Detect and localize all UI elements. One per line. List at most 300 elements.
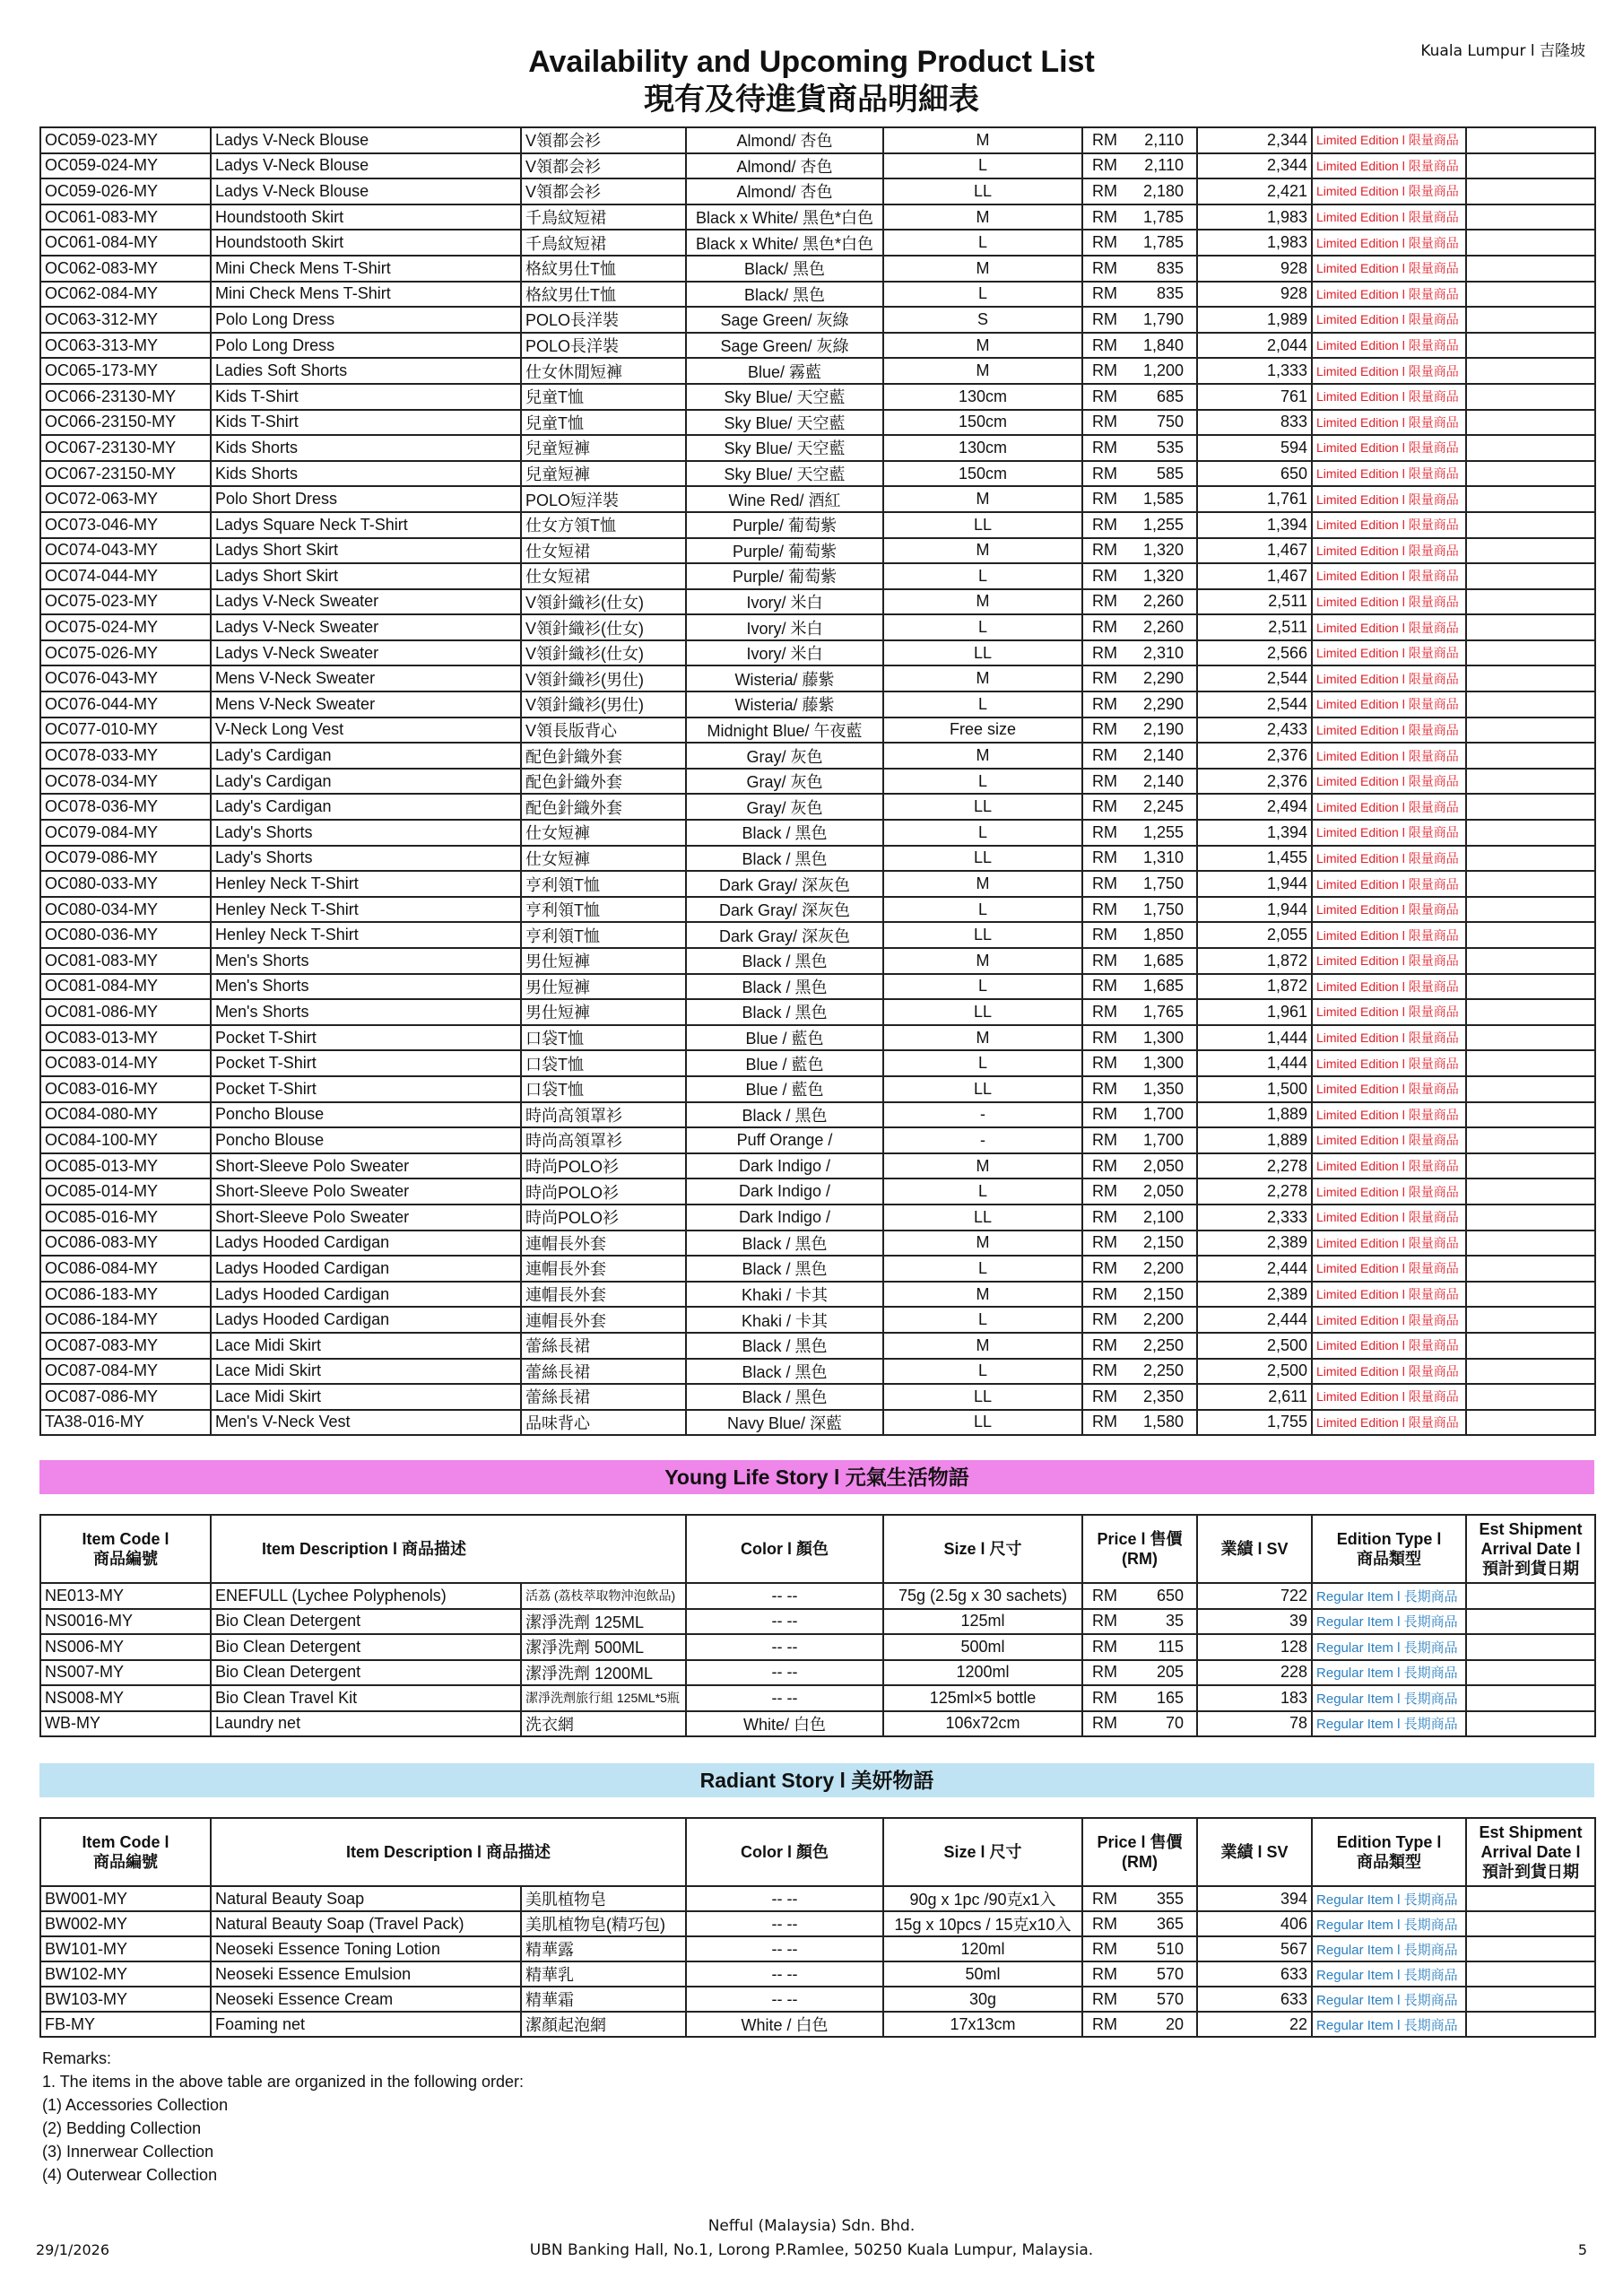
location-label: Kuala Lumpur l 吉隆坡 <box>1420 42 1585 60</box>
description-en: Men's Shorts <box>211 948 521 974</box>
young-life-table <box>39 1514 1596 1737</box>
table-row <box>40 665 1595 691</box>
description-en: V-Neck Long Vest <box>211 718 521 744</box>
item-code: OC066-23150-MY <box>40 410 211 436</box>
size: M <box>883 127 1082 153</box>
table-row <box>40 820 1595 846</box>
size: M <box>883 1025 1082 1051</box>
color: Gray/ 灰色 <box>686 743 883 769</box>
table-row <box>40 127 1595 153</box>
price: 2,245 <box>1136 794 1197 820</box>
sv: 1,500 <box>1197 1076 1312 1102</box>
sv: 1,983 <box>1197 230 1312 256</box>
description-en: Lace Midi Skirt <box>211 1384 521 1410</box>
currency: RM <box>1082 1711 1136 1737</box>
size: M <box>883 204 1082 230</box>
est-shipment-date <box>1466 769 1595 795</box>
currency: RM <box>1082 718 1136 744</box>
table-row <box>40 974 1595 1000</box>
item-code: OC087-084-MY <box>40 1359 211 1385</box>
edition-type: Regular Item l 長期商品 <box>1312 1886 1466 1911</box>
est-shipment-date <box>1466 1307 1595 1333</box>
table-row <box>40 230 1595 256</box>
description-en: Pocket T-Shirt <box>211 1025 521 1051</box>
est-shipment-date <box>1466 1076 1595 1102</box>
title-english: Availability and Upcoming Product List <box>528 45 1095 79</box>
sv: 183 <box>1197 1685 1312 1711</box>
description-zh: POLO長洋裝 <box>521 333 686 359</box>
edition-type: Limited Edition l 限量商品 <box>1312 614 1466 640</box>
sv: 2,444 <box>1197 1256 1312 1282</box>
edition-type: Limited Edition l 限量商品 <box>1312 1282 1466 1308</box>
color: Sage Green/ 灰綠 <box>686 333 883 359</box>
currency: RM <box>1082 2012 1136 2037</box>
header-price: Price l 售價 (RM) <box>1082 1515 1197 1583</box>
sv: 2,278 <box>1197 1178 1312 1205</box>
description-zh: POLO短洋裝 <box>521 486 686 512</box>
color: Black / 黑色 <box>686 846 883 872</box>
sv: 928 <box>1197 256 1312 282</box>
est-shipment-date <box>1466 2012 1595 2037</box>
description-en: Ladys Hooded Cardigan <box>211 1307 521 1333</box>
price: 1,700 <box>1136 1102 1197 1128</box>
description-en: Ladys V-Neck Sweater <box>211 640 521 666</box>
description-en: Houndstooth Skirt <box>211 230 521 256</box>
est-shipment-date <box>1466 743 1595 769</box>
est-shipment-date <box>1466 410 1595 436</box>
currency: RM <box>1082 1282 1136 1308</box>
price: 1,310 <box>1136 846 1197 872</box>
edition-type: Limited Edition l 限量商品 <box>1312 563 1466 589</box>
table-row <box>40 410 1595 436</box>
table-row <box>40 256 1595 282</box>
header-item-code: Item Code l 商品編號 <box>40 1818 211 1886</box>
description-zh: 兒童短褲 <box>521 435 686 461</box>
item-code: OC085-016-MY <box>40 1205 211 1231</box>
header-shipment: Est Shipment Arrival Date l 預計到貨日期 <box>1466 1818 1595 1886</box>
price: 1,840 <box>1136 333 1197 359</box>
color: Sky Blue/ 天空藍 <box>686 410 883 436</box>
sv: 1,444 <box>1197 1025 1312 1051</box>
table-row <box>40 1025 1595 1051</box>
size: L <box>883 153 1082 179</box>
price: 2,150 <box>1136 1231 1197 1257</box>
description-zh: 口袋T恤 <box>521 1076 686 1102</box>
page-title <box>0 43 1623 118</box>
description-en: Lady's Shorts <box>211 846 521 872</box>
description-en: Pocket T-Shirt <box>211 1050 521 1076</box>
est-shipment-date <box>1466 1936 1595 1961</box>
description-en: Men's Shorts <box>211 999 521 1025</box>
table-row <box>40 1660 1595 1686</box>
price: 835 <box>1136 282 1197 308</box>
color: -- -- <box>686 1583 883 1609</box>
description-zh: 仕女短褲 <box>521 846 686 872</box>
price: 1,320 <box>1136 538 1197 564</box>
price: 1,790 <box>1136 307 1197 333</box>
remarks-item: (1) Accessories Collection <box>42 2096 229 2114</box>
edition-type: Limited Edition l 限量商品 <box>1312 922 1466 948</box>
est-shipment-date <box>1466 1987 1595 2012</box>
color: -- -- <box>686 1987 883 2012</box>
color: Black/ 黑色 <box>686 282 883 308</box>
size: 30g <box>883 1987 1082 2012</box>
header-sv: 業績 l SV <box>1197 1818 1312 1886</box>
description-en: Henley Neck T-Shirt <box>211 871 521 897</box>
price: 1,255 <box>1136 820 1197 846</box>
size: M <box>883 1153 1082 1179</box>
description-zh: 口袋T恤 <box>521 1025 686 1051</box>
description-en: Bio Clean Detergent <box>211 1609 521 1635</box>
color: Dark Gray/ 深灰色 <box>686 922 883 948</box>
size: LL <box>883 1410 1082 1436</box>
currency: RM <box>1082 1384 1136 1410</box>
price: 1,765 <box>1136 999 1197 1025</box>
size: L <box>883 614 1082 640</box>
description-zh: 蕾絲長裙 <box>521 1359 686 1385</box>
item-code: OC061-083-MY <box>40 204 211 230</box>
size: 150cm <box>883 461 1082 487</box>
page-number: 5 <box>1577 2241 1587 2258</box>
table-row <box>40 178 1595 204</box>
description-zh: V領都会衫 <box>521 178 686 204</box>
est-shipment-date <box>1466 435 1595 461</box>
size: M <box>883 871 1082 897</box>
description-en: Henley Neck T-Shirt <box>211 922 521 948</box>
description-zh: 格紋男仕T恤 <box>521 256 686 282</box>
color: Black / 黑色 <box>686 1333 883 1359</box>
sv: 833 <box>1197 410 1312 436</box>
color: Black / 黑色 <box>686 1256 883 1282</box>
description-en: Ladys Hooded Cardigan <box>211 1256 521 1282</box>
est-shipment-date <box>1466 1410 1595 1436</box>
sv: 2,611 <box>1197 1384 1312 1410</box>
header-size: Size l 尺寸 <box>883 1818 1082 1886</box>
est-shipment-date <box>1466 718 1595 744</box>
description-zh: 潔淨洗劑 125ML <box>521 1609 686 1635</box>
description-en: Mini Check Mens T-Shirt <box>211 282 521 308</box>
est-shipment-date <box>1466 1333 1595 1359</box>
currency: RM <box>1082 794 1136 820</box>
size: M <box>883 358 1082 384</box>
color: Sage Green/ 灰綠 <box>686 307 883 333</box>
color: Blue / 藍色 <box>686 1050 883 1076</box>
currency: RM <box>1082 435 1136 461</box>
table-row <box>40 1911 1595 1936</box>
est-shipment-date <box>1466 307 1595 333</box>
table-row <box>40 1256 1595 1282</box>
section-radiant-story: Radiant Story l 美妍物語 <box>39 1763 1594 1797</box>
edition-type: Limited Edition l 限量商品 <box>1312 461 1466 487</box>
est-shipment-date <box>1466 178 1595 204</box>
sv: 394 <box>1197 1886 1312 1911</box>
item-code: OC063-313-MY <box>40 333 211 359</box>
table-row <box>40 1634 1595 1660</box>
price: 1,700 <box>1136 1127 1197 1153</box>
color: Black / 黑色 <box>686 948 883 974</box>
est-shipment-date <box>1466 1911 1595 1936</box>
price: 2,260 <box>1136 589 1197 615</box>
header-edition: Edition Type l 商品類型 <box>1312 1515 1466 1583</box>
est-shipment-date <box>1466 333 1595 359</box>
table-row <box>40 897 1595 923</box>
size: LL <box>883 922 1082 948</box>
edition-type: Limited Edition l 限量商品 <box>1312 282 1466 308</box>
currency: RM <box>1082 922 1136 948</box>
description-en: Lady's Cardigan <box>211 769 521 795</box>
sv: 1,889 <box>1197 1102 1312 1128</box>
currency: RM <box>1082 204 1136 230</box>
description-en: Poncho Blouse <box>211 1127 521 1153</box>
edition-type: Limited Edition l 限量商品 <box>1312 589 1466 615</box>
table-row <box>40 512 1595 538</box>
color: Khaki / 卡其 <box>686 1307 883 1333</box>
color: Gray/ 灰色 <box>686 794 883 820</box>
est-shipment-date <box>1466 1102 1595 1128</box>
size: M <box>883 538 1082 564</box>
sv: 1,394 <box>1197 820 1312 846</box>
currency: RM <box>1082 1359 1136 1385</box>
description-zh: 口袋T恤 <box>521 1050 686 1076</box>
size: M <box>883 589 1082 615</box>
price: 2,290 <box>1136 691 1197 718</box>
sv: 2,278 <box>1197 1153 1312 1179</box>
item-code: NS008-MY <box>40 1685 211 1711</box>
description-zh: V領針織衫(仕女) <box>521 589 686 615</box>
size: M <box>883 333 1082 359</box>
description-en: Ladys V-Neck Blouse <box>211 153 521 179</box>
edition-type: Limited Edition l 限量商品 <box>1312 435 1466 461</box>
currency: RM <box>1082 384 1136 410</box>
est-shipment-date <box>1466 230 1595 256</box>
description-en: Short-Sleeve Polo Sweater <box>211 1205 521 1231</box>
description-zh: V領針織衫(男仕) <box>521 691 686 718</box>
sv: 1,961 <box>1197 999 1312 1025</box>
price: 2,190 <box>1136 718 1197 744</box>
table-row <box>40 307 1595 333</box>
color: Sky Blue/ 天空藍 <box>686 461 883 487</box>
table-row <box>40 1987 1595 2012</box>
est-shipment-date <box>1466 563 1595 589</box>
item-code: OC078-036-MY <box>40 794 211 820</box>
est-shipment-date <box>1466 1886 1595 1911</box>
size: L <box>883 230 1082 256</box>
sv: 1,467 <box>1197 538 1312 564</box>
color: Black / 黑色 <box>686 1102 883 1128</box>
price: 70 <box>1136 1711 1197 1737</box>
price: 2,250 <box>1136 1359 1197 1385</box>
table-row <box>40 1711 1595 1737</box>
description-en: Ladys Hooded Cardigan <box>211 1282 521 1308</box>
est-shipment-date <box>1466 871 1595 897</box>
edition-type: Regular Item l 長期商品 <box>1312 1987 1466 2012</box>
currency: RM <box>1082 127 1136 153</box>
size: LL <box>883 794 1082 820</box>
currency: RM <box>1082 1634 1136 1660</box>
currency: RM <box>1082 1333 1136 1359</box>
remarks-item: (3) Innerwear Collection <box>42 2143 214 2161</box>
description-zh: 配色針織外套 <box>521 769 686 795</box>
item-code: TA38-016-MY <box>40 1410 211 1436</box>
item-code: OC079-084-MY <box>40 820 211 846</box>
header-item-code: Item Code l 商品編號 <box>40 1515 211 1583</box>
size: 150cm <box>883 410 1082 436</box>
item-code: OC059-026-MY <box>40 178 211 204</box>
sv: 1,889 <box>1197 1127 1312 1153</box>
edition-type: Limited Edition l 限量商品 <box>1312 718 1466 744</box>
size: S <box>883 307 1082 333</box>
description-zh: 時尚POLO衫 <box>521 1205 686 1231</box>
description-zh: 男仕短褲 <box>521 999 686 1025</box>
footer-address: UBN Banking Hall, No.1, Lorong P.Ramlee, 50250 Kuala Lumpur, Malaysia. <box>529 2241 1094 2259</box>
edition-type: Limited Edition l 限量商品 <box>1312 230 1466 256</box>
est-shipment-date <box>1466 1153 1595 1179</box>
color: White/ 白色 <box>686 1711 883 1737</box>
edition-type: Limited Edition l 限量商品 <box>1312 358 1466 384</box>
currency: RM <box>1082 1127 1136 1153</box>
price: 2,290 <box>1136 665 1197 691</box>
sv: 1,983 <box>1197 204 1312 230</box>
edition-type: Limited Edition l 限量商品 <box>1312 691 1466 718</box>
currency: RM <box>1082 1205 1136 1231</box>
remarks-item: (4) Outerwear Collection <box>42 2166 218 2184</box>
price: 1,750 <box>1136 871 1197 897</box>
description-zh: 亨利領T恤 <box>521 871 686 897</box>
description-zh: 精華霜 <box>521 1987 686 2012</box>
description-zh: 千鳥紋短裙 <box>521 204 686 230</box>
sv: 39 <box>1197 1609 1312 1635</box>
est-shipment-date <box>1466 922 1595 948</box>
description-en: Natural Beauty Soap <box>211 1886 521 1911</box>
edition-type: Limited Edition l 限量商品 <box>1312 127 1466 153</box>
currency: RM <box>1082 589 1136 615</box>
est-shipment-date <box>1466 665 1595 691</box>
color: Black / 黑色 <box>686 999 883 1025</box>
sv: 2,376 <box>1197 743 1312 769</box>
est-shipment-date <box>1466 1583 1595 1609</box>
description-en: Ladys Hooded Cardigan <box>211 1231 521 1257</box>
table-row <box>40 718 1595 744</box>
color: Sky Blue/ 天空藍 <box>686 435 883 461</box>
size: 130cm <box>883 384 1082 410</box>
table-row <box>40 1609 1595 1635</box>
color: Blue / 藍色 <box>686 1025 883 1051</box>
header-sv: 業績 l SV <box>1197 1515 1312 1583</box>
size: LL <box>883 1076 1082 1102</box>
size: M <box>883 486 1082 512</box>
currency: RM <box>1082 461 1136 487</box>
size: L <box>883 820 1082 846</box>
description-zh: V領針織衫(仕女) <box>521 640 686 666</box>
currency: RM <box>1082 486 1136 512</box>
table-row <box>40 538 1595 564</box>
color: -- -- <box>686 1961 883 1987</box>
color: Blue/ 霧藍 <box>686 358 883 384</box>
description-en: Neoseki Essence Emulsion <box>211 1961 521 1987</box>
description-zh: 潔顏起泡網 <box>521 2012 686 2037</box>
price: 2,140 <box>1136 743 1197 769</box>
radiant-table <box>39 1817 1596 2038</box>
size: L <box>883 282 1082 308</box>
price: 535 <box>1136 435 1197 461</box>
currency: RM <box>1082 1886 1136 1911</box>
item-code: NS006-MY <box>40 1634 211 1660</box>
edition-type: Limited Edition l 限量商品 <box>1312 307 1466 333</box>
header-description: Item Description l 商品描述 <box>211 1515 686 1583</box>
size: M <box>883 743 1082 769</box>
remarks-title: Remarks: <box>42 2049 112 2067</box>
title-chinese: 現有及待進貨商品明細表 <box>644 83 979 117</box>
description-en: Kids T-Shirt <box>211 410 521 436</box>
remarks-item: (2) Bedding Collection <box>42 2119 202 2137</box>
edition-type: Limited Edition l 限量商品 <box>1312 1050 1466 1076</box>
edition-type: Limited Edition l 限量商品 <box>1312 794 1466 820</box>
item-code: OC083-016-MY <box>40 1076 211 1102</box>
item-code: OC062-083-MY <box>40 256 211 282</box>
description-zh: 連帽長外套 <box>521 1307 686 1333</box>
currency: RM <box>1082 640 1136 666</box>
item-code: OC080-034-MY <box>40 897 211 923</box>
header-edition: Edition Type l 商品類型 <box>1312 1818 1466 1886</box>
table-row <box>40 1886 1595 1911</box>
description-en: ENEFULL (Lychee Polyphenols) <box>211 1583 521 1609</box>
currency: RM <box>1082 282 1136 308</box>
price: 1,785 <box>1136 204 1197 230</box>
size: LL <box>883 178 1082 204</box>
item-code: OC086-183-MY <box>40 1282 211 1308</box>
description-zh: 洗衣網 <box>521 1711 686 1737</box>
edition-type: Limited Edition l 限量商品 <box>1312 1333 1466 1359</box>
footer-company: Nefful (Malaysia) Sdn. Bhd. <box>707 2217 916 2235</box>
edition-type: Limited Edition l 限量商品 <box>1312 1359 1466 1385</box>
color: Midnight Blue/ 午夜藍 <box>686 718 883 744</box>
description-zh: 男仕短褲 <box>521 974 686 1000</box>
description-en: Poncho Blouse <box>211 1102 521 1128</box>
color: Purple/ 葡萄紫 <box>686 512 883 538</box>
size: - <box>883 1127 1082 1153</box>
est-shipment-date <box>1466 1282 1595 1308</box>
table-row <box>40 1102 1595 1128</box>
description-en: Neoseki Essence Toning Lotion <box>211 1936 521 1961</box>
color: -- -- <box>686 1685 883 1711</box>
edition-type: Limited Edition l 限量商品 <box>1312 153 1466 179</box>
color: Almond/ 杏色 <box>686 127 883 153</box>
est-shipment-date <box>1466 1359 1595 1385</box>
description-zh: 美肌植物皂 <box>521 1886 686 1911</box>
price: 165 <box>1136 1685 1197 1711</box>
description-en: Laundry net <box>211 1711 521 1737</box>
description-en: Henley Neck T-Shirt <box>211 897 521 923</box>
currency: RM <box>1082 614 1136 640</box>
edition-type: Regular Item l 長期商品 <box>1312 1936 1466 1961</box>
size: Free size <box>883 718 1082 744</box>
description-en: Kids Shorts <box>211 461 521 487</box>
price: 1,850 <box>1136 922 1197 948</box>
edition-type: Limited Edition l 限量商品 <box>1312 1102 1466 1128</box>
color: -- -- <box>686 1609 883 1635</box>
currency: RM <box>1082 563 1136 589</box>
currency: RM <box>1082 1256 1136 1282</box>
table-row <box>40 204 1595 230</box>
item-code: OC080-036-MY <box>40 922 211 948</box>
est-shipment-date <box>1466 999 1595 1025</box>
description-zh: 蕾絲長裙 <box>521 1333 686 1359</box>
size: L <box>883 769 1082 795</box>
size: - <box>883 1102 1082 1128</box>
edition-type: Regular Item l 長期商品 <box>1312 1911 1466 1936</box>
currency: RM <box>1082 1076 1136 1102</box>
description-zh: 時尚高領罩衫 <box>521 1102 686 1128</box>
